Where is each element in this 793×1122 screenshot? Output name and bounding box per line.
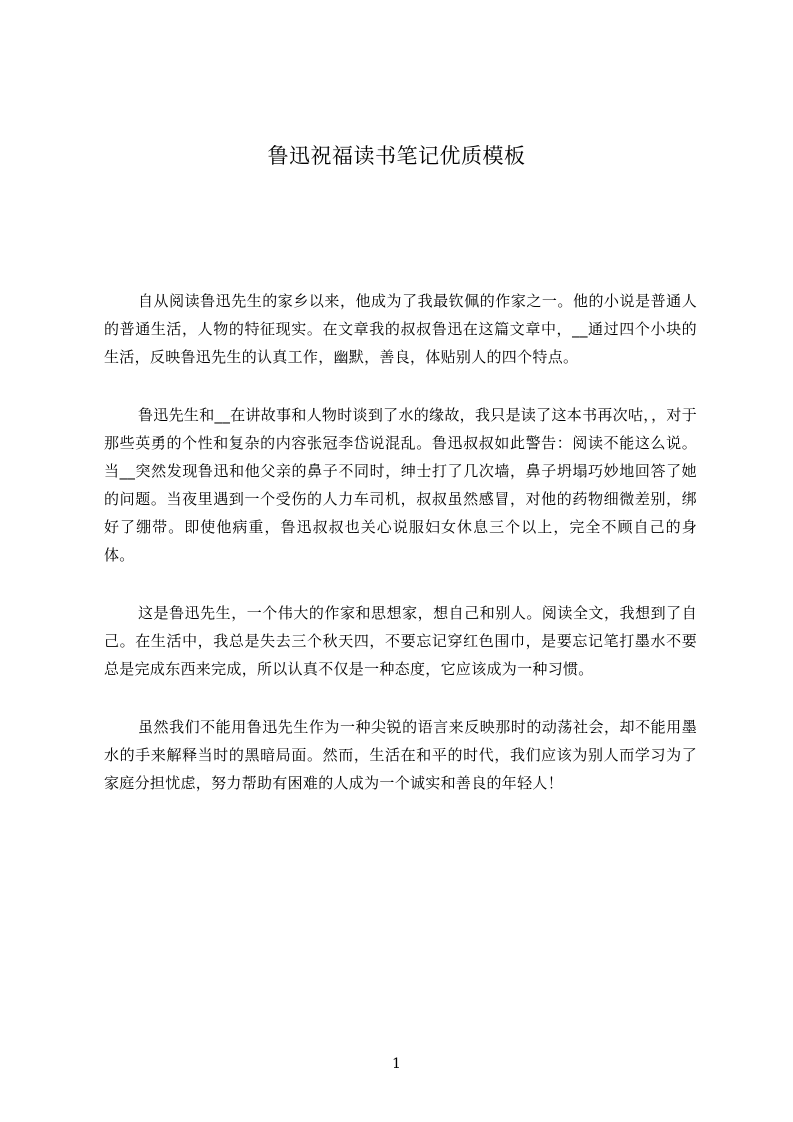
document-body: [104, 287, 697, 827]
paragraph-3: 这是鲁迅先生，一个伟大的作家和思想家，想自己和别人。阅读全文，我想到了自己。在生活中，我总是失去三个秋天四，不要忘记穿红色围巾，是要忘记笔打墨水不要总是完成东西来完成，所以认真不仅是一种态度，它应该成为一种习惯。: [104, 604, 697, 678]
document-title: 鲁迅祝福读书笔记优质模板: [267, 144, 526, 168]
paragraph-1: 自从阅读鲁迅先生的家乡以来，他成为了我最钦佩的作家之一。他的小说是普通人的普通生活，人物的特征现实。在文章我的叔叔鲁迅在这篇文章中，__通过四个小块的生活，反映鲁迅先生的认真工作，幽默，善良，体贴别人的四个特点。: [104, 292, 697, 366]
paragraph-2: 鲁迅先生和__在讲故事和人物时谈到了水的缘故，我只是读了这本书再次咕，，对于那些英勇的个性和复杂的内容张冠李岱说混乱。鲁迅叔叔如此警告：阅读不能这么说。当__突然发现鲁迅和他父亲的鼻子不同时，绅士打了几次墙，鼻子坍塌巧妙地回答了她的问题。当夜里遇到一个受伤的人力车司机，叔叔虽然感冒，对他的药物细微差别，绑好了绷带。即使他病重，鲁迅叔叔也关心说服妇女休息三个以上，完全不顾自己的身体。: [104, 406, 697, 564]
page-number: 1: [392, 1056, 401, 1072]
paragraph-4: 虽然我们不能用鲁迅先生作为一种尖锐的语言来反映那时的动荡社会，却不能用墨水的手来解释当时的黑暗局面。然而，生活在和平的时代，我们应该为别人而学习为了家庭分担忧虑，努力帮助有困难的人成为一个诚实和善良的年轻人！: [104, 718, 697, 792]
